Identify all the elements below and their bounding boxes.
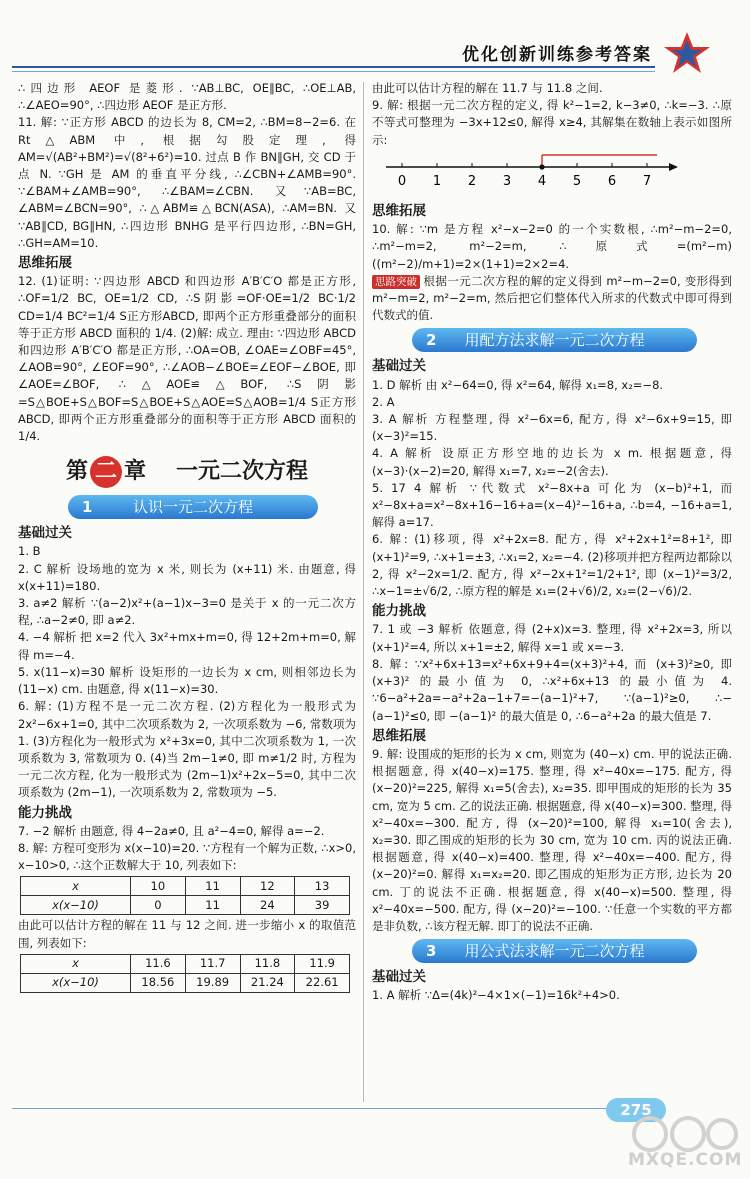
answer-1: 1. B xyxy=(18,544,41,559)
table-cell: 11.8 xyxy=(240,954,295,973)
lesson-number: 1 xyxy=(82,498,93,517)
number-line-label: 7 xyxy=(642,173,652,189)
table-row xyxy=(21,896,350,915)
answer-5: 5. 17 4 解析 ∵代数式 x²−8x+a 可化为 (x−b)²+1, 而 x²−8x+a=x²−8x+16−16+a=(x−4)²−16+a, ∴b=4, −16+a=1, 解得 a=17. xyxy=(372,480,732,530)
page-number: 275 xyxy=(606,1098,666,1122)
section-heading: 基础过关 xyxy=(18,525,72,542)
lesson-title: 用公式法求解一元二次方程 xyxy=(464,942,645,961)
table-cell: 24 xyxy=(240,896,295,915)
answer-text: 由此可以估计方程的解在 11.7 与 11.8 之间. xyxy=(372,81,603,95)
number-line-label: 5 xyxy=(572,173,582,189)
number-line xyxy=(382,153,682,193)
answer-3: 3. a≠2 解析 ∵(a−2)x²+(a−1)x−3=0 是关于 x 的一元二次方程, ∴a−2≠0, 即 a≠2. xyxy=(18,596,356,628)
lesson-number: 3 xyxy=(426,942,437,961)
table-cell: 22.61 xyxy=(295,973,350,992)
table-row xyxy=(21,877,350,896)
answer-3: 3. A 解析 方程整理, 得 x²−6x=6, 配方, 得 x²−6x+9=15, 即 (x−3)²=15. xyxy=(372,412,732,444)
hint-text xyxy=(372,273,732,325)
answer-6: 6. 解: (1)方程不是一元二次方程. (2)方程化为一般形式为 2x²−6x+1=0, 其中二次项系数为 2, 一次项系数为 −6, 常数项为 1. (3)方程化为一般形式为 x²+3x=0, 其中二次项系数为 1, 一次项系数为 3, 常数项为 0. (4)当 2m−1≠0, 即 m≠1/2 时, 方程为一元二次方程, 化为一般形式为 (2m−1)x²+2x−5=0, 其中二次项系数为 (2m−1), 一次项系数为 2, 常数项为 −5. xyxy=(18,699,356,800)
chapter-suffix: 章 xyxy=(123,459,146,485)
table-row xyxy=(21,954,350,973)
answer-1: 1. A 解析 ∵Δ=(4k)²−4×1×(−1)=16k²+4>0. xyxy=(372,988,620,1003)
table-header: x xyxy=(21,954,131,973)
section-heading: 基础过关 xyxy=(372,358,426,375)
answer-6: 6. 解: (1)移项, 得 x²+2x=8. 配方, 得 x²+2x+1²=8+1², 即 (x+1)²=9, ∴x+1=±3, ∴x₁=2, x₂=−4. (2)移项并把方程两边都除以 2, 得 x²−2x=1/2. 配方, 得 x²−2x+1²=1/2+1², 即 (x−1)²=3/2, ∴x−1=±√6/2, ∴原方程的解是 x₁=(2+√6)/2, x₂=(2−√6)/2. xyxy=(372,532,732,599)
star-logo-icon xyxy=(662,30,712,76)
hint-body: 根据一元二次方程的解的定义得到 m²−m−2=0, 变形得到 m²−m=2, m²−2=m, 然后把它们整体代入所求的代数式中即可得到代数式的值. xyxy=(372,273,732,323)
lesson-banner-1 xyxy=(68,495,318,519)
answer-5: 5. x(11−x)=30 解析 设矩形的一边长为 x cm, 则相邻边长为 (11−x) cm. 由题意, 得 x(11−x)=30. xyxy=(18,664,356,697)
section-heading: 能力挑战 xyxy=(372,603,426,620)
chapter-title xyxy=(18,455,356,489)
table-cell: 39 xyxy=(295,896,350,915)
lesson-title: 用配方法求解一元二次方程 xyxy=(464,331,645,350)
value-table-2 xyxy=(20,954,350,993)
answer-4: 4. −4 解析 把 x=2 代入 3x²+mx+m=0, 得 12+2m+m=0, 解得 m=−4. xyxy=(18,630,356,662)
table-cell: 18.56 xyxy=(131,973,186,992)
table-cell: 19.89 xyxy=(185,973,240,992)
number-line-label: 6 xyxy=(607,173,617,189)
table-cell: 11 xyxy=(185,877,240,896)
table-cell: 13 xyxy=(295,877,350,896)
section-heading: 能力挑战 xyxy=(18,804,72,821)
page-header xyxy=(0,0,750,78)
answer-2: 2. A xyxy=(372,394,395,409)
right-column xyxy=(372,80,732,1005)
section-heading: 思维拓展 xyxy=(372,203,426,220)
column-divider xyxy=(363,82,364,1102)
answer-7: 7. 1 或 −3 解析 依题意, 得 (2+x)x=3. 整理, 得 x²+2x=3, 所以 (x+1)²=4, 所以 x+1=±2, 解得 x=1 或 x=−3. xyxy=(372,622,732,654)
answer-text: ∴四边形 AEOF 是菱形. ∵AB⊥BC, OE∥BC, ∴OE⊥AB, ∴∠AEO=90°, ∴四边形 AEOF 是正方形. xyxy=(18,81,356,113)
answer-8: 8. 解: ∵x²+6x+13=x²+6x+9+4=(x+3)²+4, 而 (x+3)²≥0, 即 (x+3)² 的最小值为 0, ∴x²+6x+13 的最小值为 4. ∵6−a²+2a=−a²+2a−1+7=−(a−1)²+7, ∵(a−1)²≥0, ∴−(a−1)²≤0, 即 −(a−1)² 的最大值是 0, ∴6−a²+2a 的最大值是 7. xyxy=(372,656,732,723)
table-row xyxy=(21,973,350,992)
table-header: x(x−10) xyxy=(21,896,131,915)
table-cell: 11.7 xyxy=(185,954,240,973)
lesson-banner-2 xyxy=(412,328,697,352)
value-table-1 xyxy=(20,876,350,915)
table-cell: 10 xyxy=(131,877,186,896)
answer-9: 9. 解: 设围成的矩形的长为 x cm, 则宽为 (40−x) cm. 甲的说法正确. 根据题意, 得 x(40−x)=175. 整理, 得 x²−40x=−175. 配方, 得 (x−20)²=225, 解得 x₁=5(舍去), x₂=35. 即甲围成的矩形的长为 35 cm, 宽为 5 cm. 乙的说法正确. 根据题意, 得 x(40−x)=300. 整理, 得 x²−40x=−300. 配方, 得 (x−20)²=100, 解得 x₁=10(舍去), x₂=30. 即乙围成的矩形的长为 30 cm, 宽为 10 cm. 丙的说法正确. 根据题意, 得 x(40−x)=400. 整理, 得 x²−40x=−400. 配方, 得 (x−20)²=0. 解得 x₁=x₂=20. 即乙围成的矩形为正方形, 边长为 20 cm. 丁的说法不正确. 根据题意, 得 x(40−x)=500. 整理, 得 x²−40x=−500. 配方, 得 (x−20)²=−100. ∵任意一个实数的平方都是非负数, ∴该方程无解. 即丁的说法不正确. xyxy=(372,746,732,933)
lesson-number: 2 xyxy=(426,331,437,350)
answer-2: 2. C 解析 设场地的宽为 x 米, 则长为 (x+11) 米. 由题意, 得 x(x+11)=180. xyxy=(18,561,356,593)
table-cell: 0 xyxy=(131,896,186,915)
watermark-text: MXQE.COM xyxy=(628,1150,743,1170)
table-cell: 11.9 xyxy=(295,954,350,973)
answer-1: 1. D 解析 由 x²−64=0, 得 x²=64, 解得 x₁=8, x₂=−8. xyxy=(372,377,664,392)
table-cell: 11.6 xyxy=(131,954,186,973)
table-cell: 11 xyxy=(185,896,240,915)
chapter-name: 一元二次方程 xyxy=(176,459,309,485)
answer-9: 9. 解: 根据一元二次方程的定义, 得 k²−1=2, k−3≠0, ∴k=−3. ∴原不等式可整理为 −3x+12≤0, 解得 x≥4, 其解集在数轴上表示如图所示: xyxy=(372,98,732,147)
lesson-title: 认识一元二次方程 xyxy=(132,498,253,517)
hint-badge: 思路突破 xyxy=(372,275,420,289)
number-line-label: 3 xyxy=(502,173,512,189)
section-heading: 思维拓展 xyxy=(18,255,72,272)
number-line-label: 0 xyxy=(397,173,407,189)
answer-11: 11. 解: ∵正方形 ABCD 的边长为 8, CM=2, ∴BM=8−2=6. 在 Rt△ABM 中, 根据勾股定理, 得 AM=√(AB²+BM²)=√(8²+6²)=10. 过点 B 作 BN∥GH, 交 CD 于点 N. ∵GH 是 AM 的垂直平分线, ∴∠CBN+∠AMB=90°. ∵∠BAM+∠AMB=90°, ∴∠BAM=∠CBN. 又∵AB=BC, ∠ABM=∠BCN=90°, ∴△ABM≌△BCN(ASA), ∴AM=BN. 又∵AB∥CD, BG∥HN, ∴四边形 BNHG 是平行四边形, ∴BN=GH, ∴GH=AM=10. xyxy=(18,115,356,250)
table-header: x xyxy=(21,877,131,896)
table-cell: 12 xyxy=(240,877,295,896)
section-heading: 思维拓展 xyxy=(372,727,426,744)
header-rule-thin xyxy=(12,71,655,72)
answer-4: 4. A 解析 设原正方形空地的边长为 x m. 根据题意, 得 (x−3)·(x−2)=20, 解得 x₁=7, x₂=−2(舍去). xyxy=(372,446,732,478)
table-cell: 21.24 xyxy=(240,973,295,992)
number-line-label: 4 xyxy=(537,173,547,189)
left-column xyxy=(18,80,356,995)
number-line-label: 2 xyxy=(467,173,477,189)
answer-10: 10. 解: ∵m 是方程 x²−x−2=0 的一个实数根, ∴m²−m−2=0, ∴m²−m=2, m²−2=m, ∴原式=(m²−m)((m²−2)/m+1)=2×(1+1)=2×2=4. xyxy=(372,222,732,271)
answer-7: 7. −2 解析 由题意, 得 4−2a≠0, 且 a²−4=0, 解得 a=−2. xyxy=(18,823,325,838)
chapter-prefix: 第 xyxy=(65,459,88,485)
section-heading: 基础过关 xyxy=(372,969,426,986)
table-header: x(x−10) xyxy=(21,973,131,992)
answer-8: 8. 解: 方程可变形为 x(x−10)=20. ∵方程有一个解为正数, ∴x>0, x−10>0, ∴这个正数解大于 10, 列表如下: xyxy=(18,840,356,873)
header-rule xyxy=(12,66,655,68)
answer-8-continued: 由此可以估计方程的解在 11 与 12 之间. 进一步缩小 x 的取值范围, 列表如下: xyxy=(18,918,356,950)
answer-12: 12. (1)证明: ∵四边形 ABCD 和四边形 A′B′C′O 都是正方形, ∴OF=1/2 BC, OE=1/2 CD, ∴S阴影=OF·OE=1/2 BC·1/2 CD=1/4 BC²=1/4 S正方形ABCD, 即两个正方形重叠部分的面积等于正方形 ABCD 面积的 1/4. (2)解: 成立. 理由: ∵四边形 ABCD 和四边形 A′B′C′O 都是正方形, ∴OA=OB, ∠OAE=∠OBF=45°, ∠AOB=90°, ∠EOF=90°, ∴∠AOB−∠BOE=∠EOF−∠BOE, 即 ∠AOE=∠BOF, ∴△AOE≌△BOF, ∴S阴影=S△BOE+S△BOF=S△BOE+S△AOE=S△AOB=1/4 S正方形ABCD, 即两个正方形重叠部分的面积等于正方形 ABCD 面积的 1/4. xyxy=(18,274,356,444)
header-title: 优化创新训练参考答案 xyxy=(462,45,652,65)
lesson-banner-3 xyxy=(412,939,697,963)
footer-rule xyxy=(12,1108,640,1109)
number-line-label: 1 xyxy=(432,173,442,189)
chapter-number-badge: 二 xyxy=(90,456,122,488)
